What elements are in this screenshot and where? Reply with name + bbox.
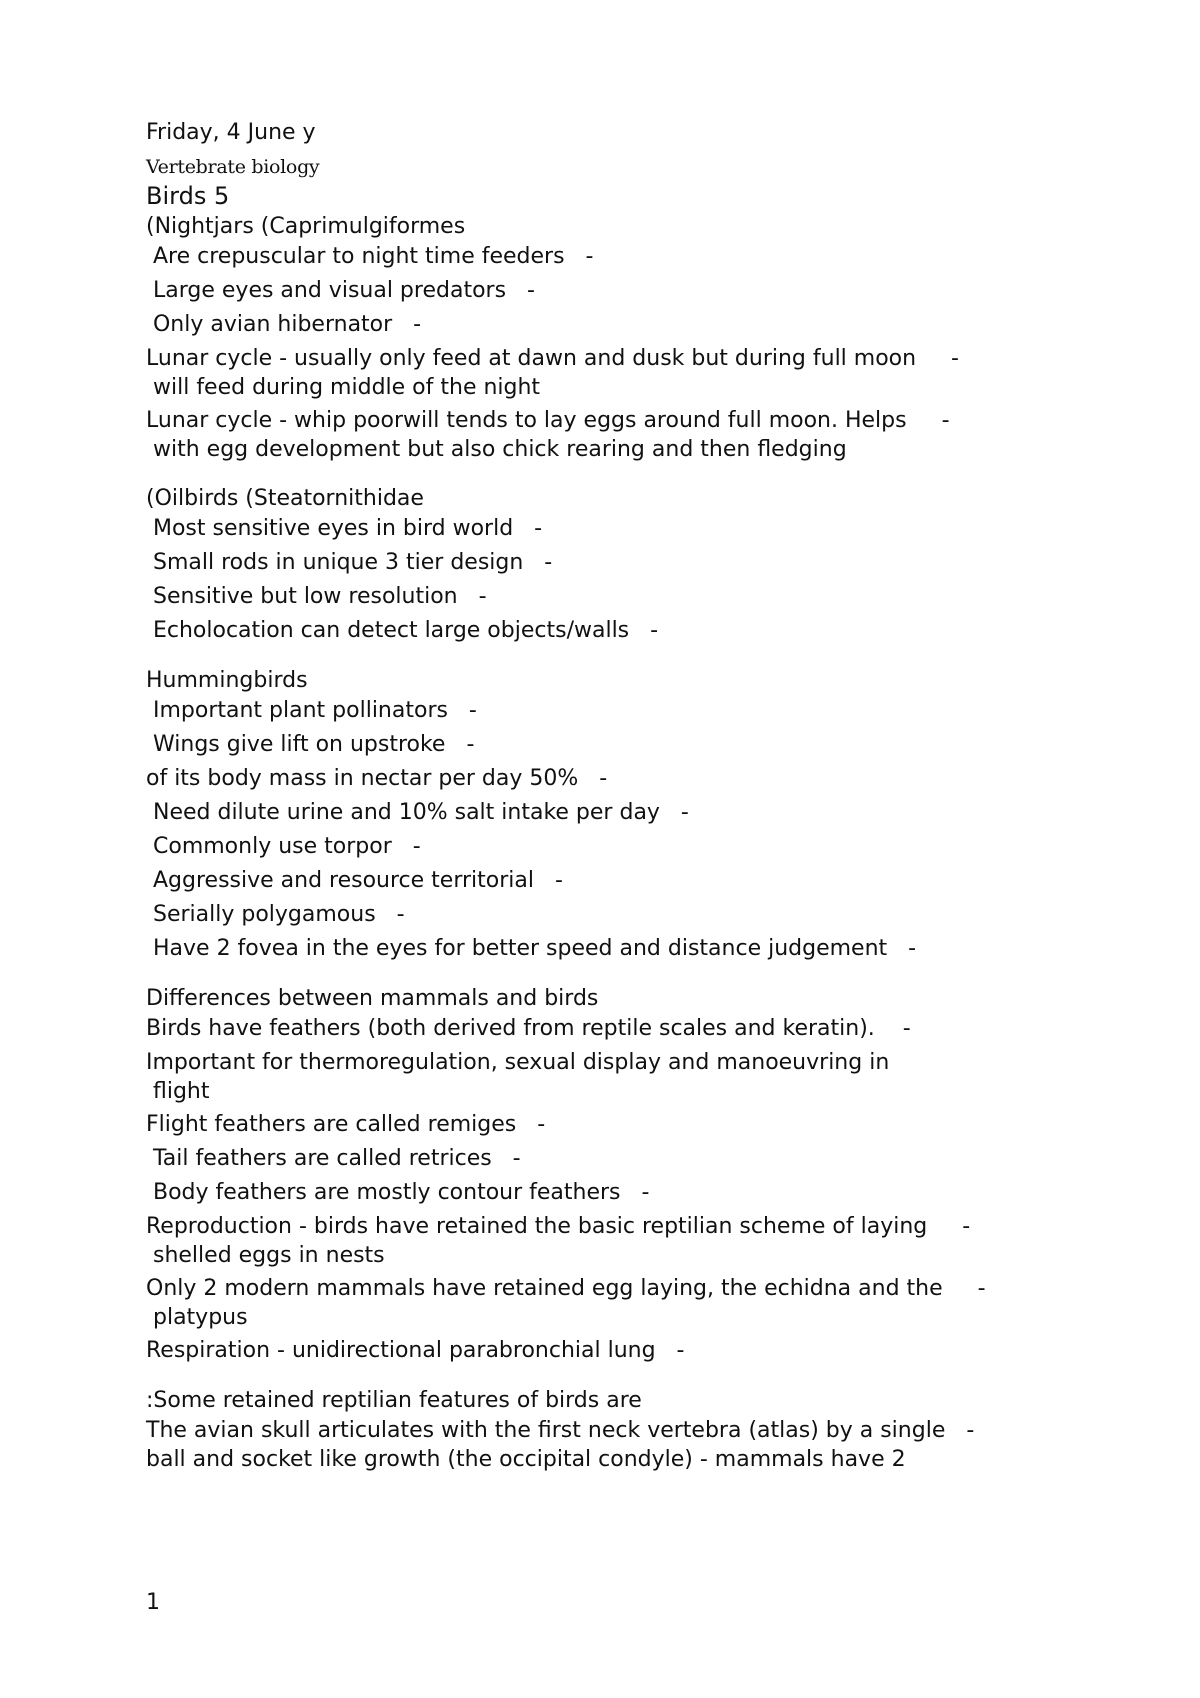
list-item: Are crepuscular to night time feeders - <box>146 244 594 269</box>
section-title: :Some retained reptilian features of birds are <box>146 1388 642 1413</box>
list-item: Sensitive but low resolution - <box>146 584 487 609</box>
date-heading: Friday, 4 June y <box>146 120 316 145</box>
section-title: (Oilbirds (Steatornithidae <box>146 486 424 511</box>
section-hummingbirds <box>146 666 1076 964</box>
section-differences <box>146 984 1076 1366</box>
list-item: Important for thermoregulation, sexual display and manoeuvring in flight <box>146 1050 890 1104</box>
section-title: (Nightjars (Caprimulgiformes <box>146 214 466 239</box>
list-item: Aggressive and resource territorial - <box>146 868 563 893</box>
lecture-title: Birds 5 <box>146 182 230 210</box>
document-content <box>146 118 1076 1494</box>
section-title: Hummingbirds <box>146 668 308 693</box>
section-reptilian-features <box>146 1386 1076 1474</box>
list-item: Lunar cycle - whip poorwill tends to lay eggs around full moon. Helps - with egg development but also chick rearing and then fledging <box>146 408 950 462</box>
list-item: Large eyes and visual predators - <box>146 278 535 303</box>
list-item: Need dilute urine and 10% salt intake per day - <box>146 800 689 825</box>
list-item: Birds have feathers (both derived from reptile scales and keratin). - <box>146 1016 911 1041</box>
list-item: Echolocation can detect large objects/walls - <box>146 618 659 643</box>
list-item: Body feathers are mostly contour feathers - <box>146 1180 650 1205</box>
section-nightjars <box>146 212 1076 464</box>
section-oilbirds <box>146 484 1076 646</box>
list-item: of its body mass in nectar per day 50% - <box>146 766 608 791</box>
list-item: Respiration - unidirectional parabronchial lung - <box>146 1338 685 1363</box>
list-item: Reproduction - birds have retained the basic reptilian scheme of laying - shelled eggs in nests <box>146 1214 971 1268</box>
page-number: 1 <box>146 1590 160 1615</box>
list-item: Small rods in unique 3 tier design - <box>146 550 553 575</box>
course-title: Vertebrate biology <box>146 156 320 178</box>
list-item: Serially polygamous - <box>146 902 405 927</box>
list-item: Wings give lift on upstroke - <box>146 732 475 757</box>
list-item: Tail feathers are called retrices - <box>146 1146 521 1171</box>
list-item: Only 2 modern mammals have retained egg laying, the echidna and the - platypus <box>146 1276 986 1330</box>
list-item: Most sensitive eyes in bird world - <box>146 516 543 541</box>
section-title: Differences between mammals and birds <box>146 986 599 1011</box>
list-item: The avian skull articulates with the first neck vertebra (atlas) by a single - ball and socket like growth (the occipital condyle) - mammals have 2 <box>146 1418 975 1472</box>
list-item: Flight feathers are called remiges - <box>146 1112 546 1137</box>
list-item: Commonly use torpor - <box>146 834 421 859</box>
list-item: Important plant pollinators - <box>146 698 477 723</box>
list-item: Lunar cycle - usually only feed at dawn and dusk but during full moon - will feed during middle of the night <box>146 346 959 400</box>
list-item: Only avian hibernator - <box>146 312 422 337</box>
list-item: Have 2 fovea in the eyes for better speed and distance judgement - <box>146 936 917 961</box>
